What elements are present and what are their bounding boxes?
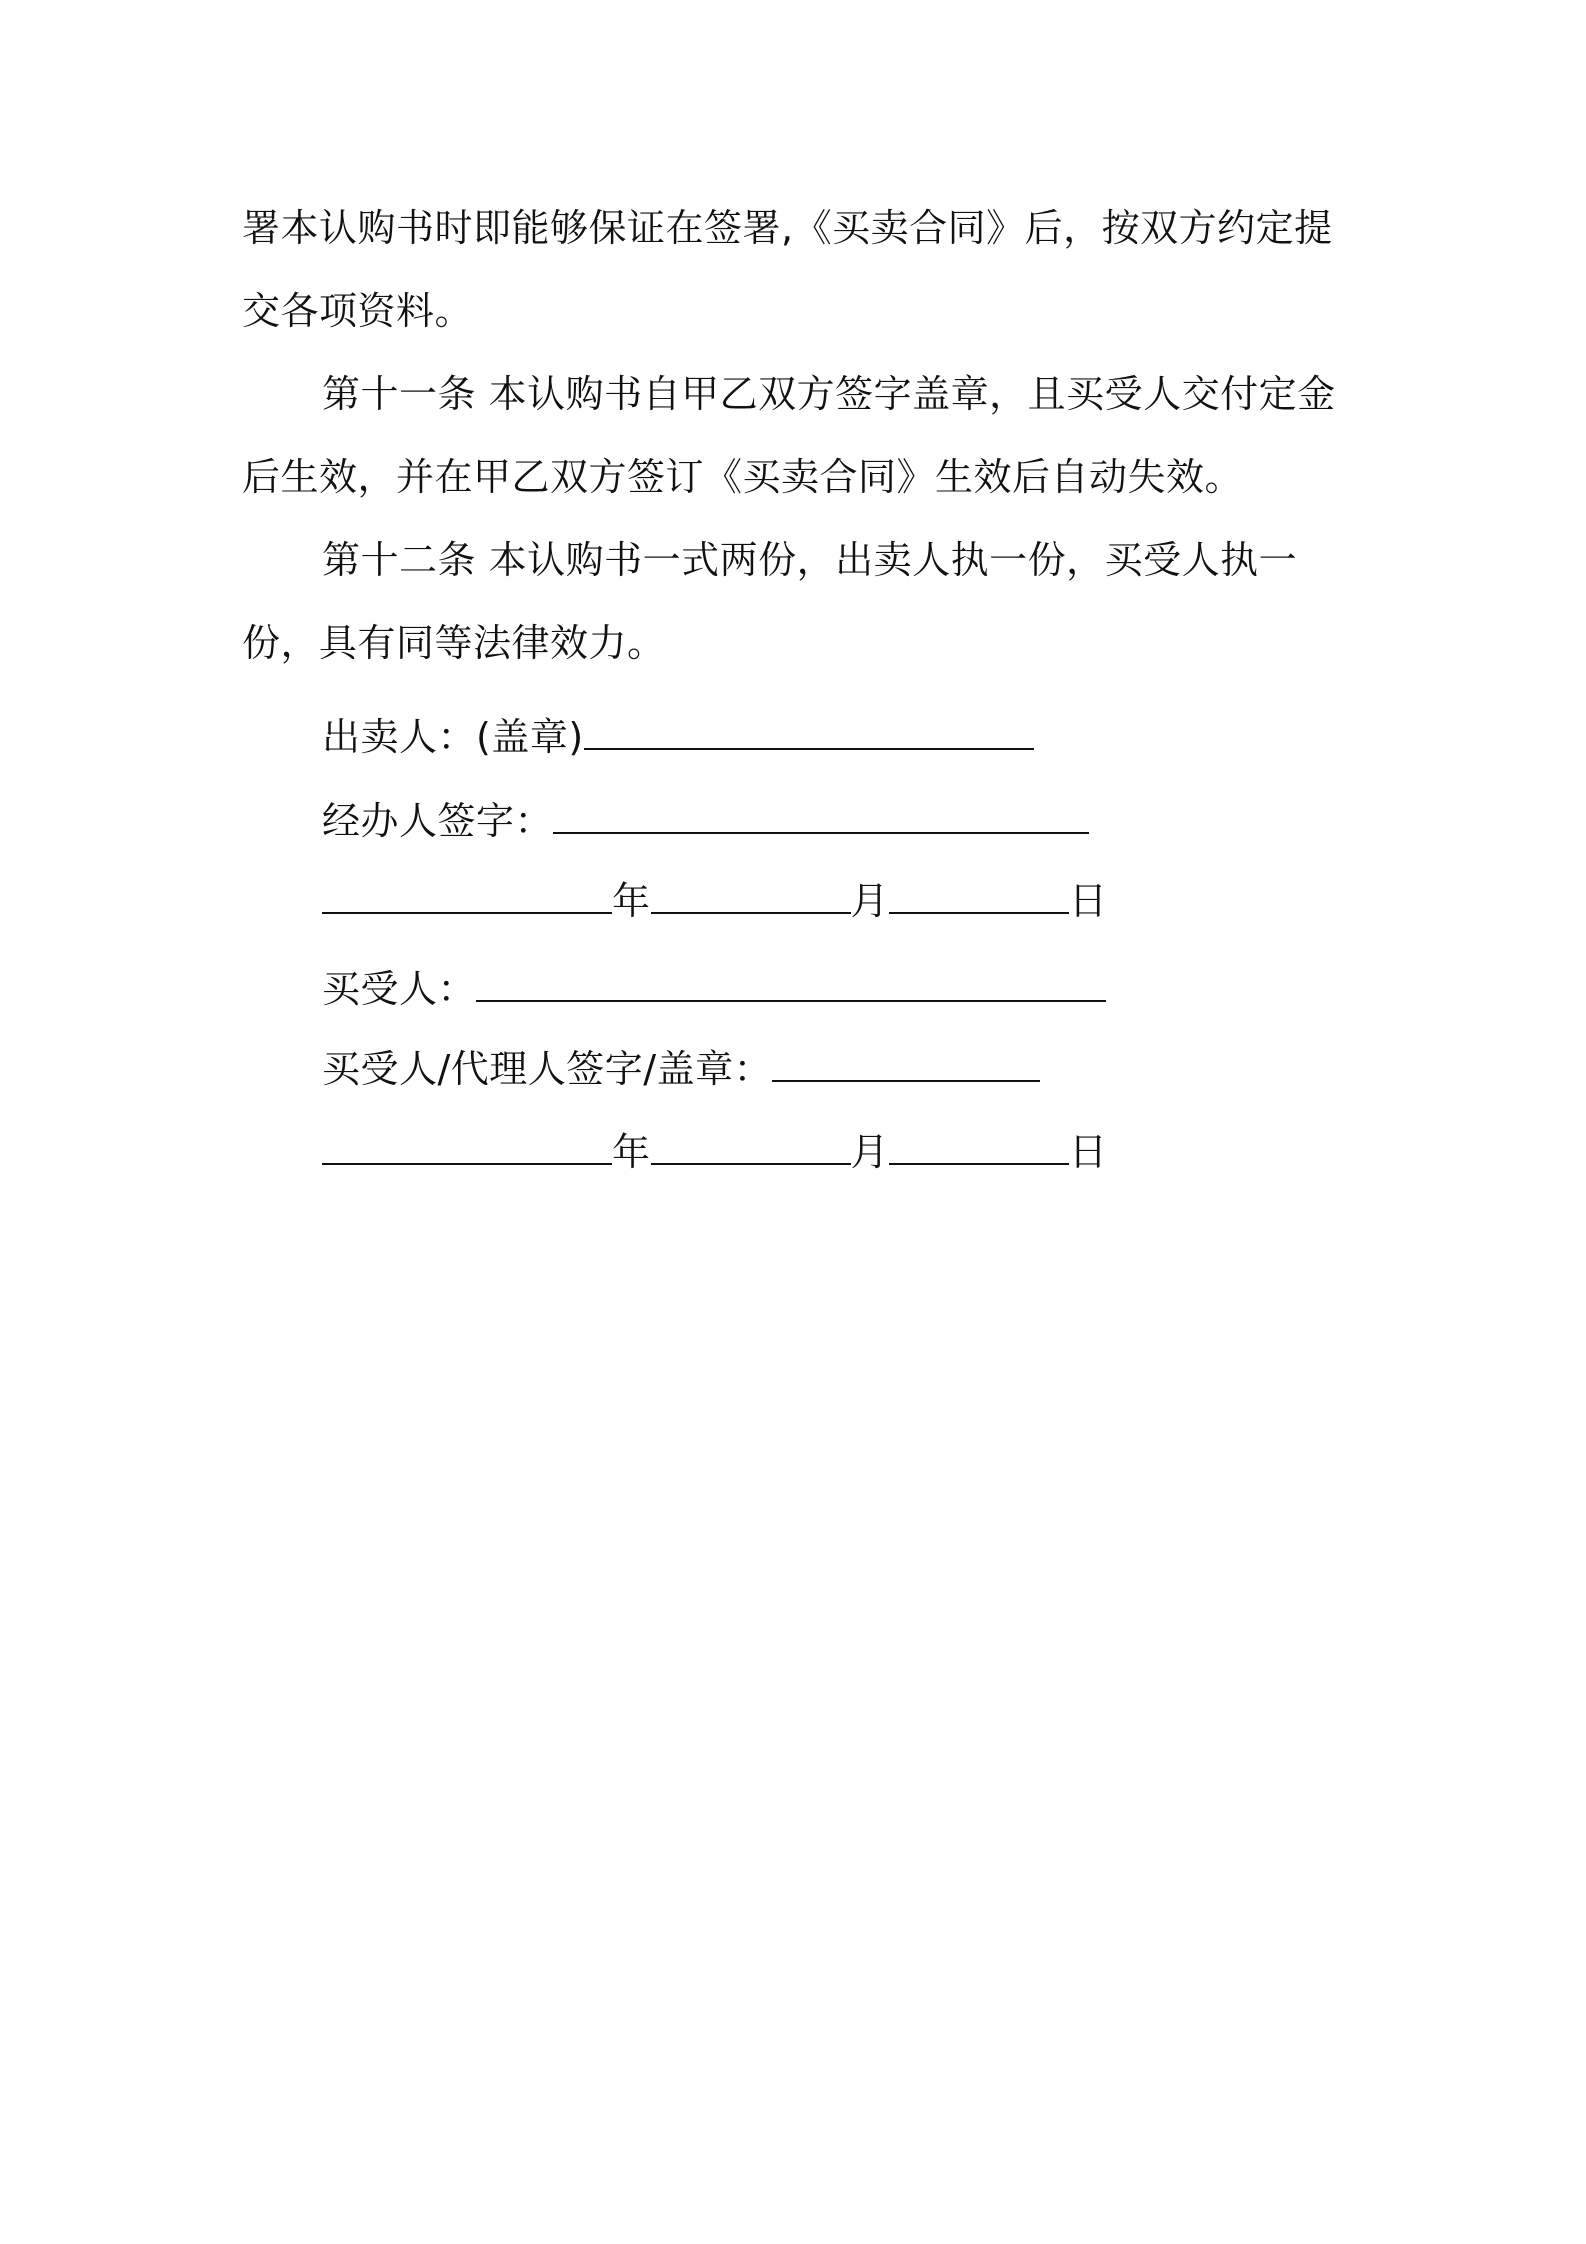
article-11 bbox=[242, 353, 1358, 519]
seller-month-blank[interactable] bbox=[651, 878, 851, 914]
buyer-month-blank[interactable] bbox=[651, 1129, 851, 1165]
buyer-month-label: 月 bbox=[850, 1130, 890, 1174]
buyer-year-label: 年 bbox=[612, 1130, 651, 1174]
seller-month-label: 月 bbox=[850, 879, 890, 923]
buyer-name-blank[interactable] bbox=[476, 966, 1106, 1002]
seller-agent-row bbox=[322, 796, 1089, 846]
seller-label: 出卖人：(盖章) bbox=[322, 715, 584, 759]
buyer-agent-row bbox=[322, 1044, 1040, 1094]
seller-date-row bbox=[322, 876, 1108, 926]
seller-year-blank[interactable] bbox=[322, 878, 612, 914]
buyer-year-blank[interactable] bbox=[322, 1129, 612, 1165]
seller-agent-signature-blank[interactable] bbox=[553, 798, 1089, 834]
article-11-text: 第十一条 本认购书自甲乙双方签字盖章，且买受人交付定金后生效，并在甲乙双方签订《买卖合同》生效后自动失效。 bbox=[242, 372, 1336, 499]
seller-row bbox=[322, 712, 1034, 762]
seller-agent-label: 经办人签字： bbox=[322, 799, 554, 843]
paragraph-continued-text: 署本认购书时即能够保证在签署,《买卖合同》后，按双方约定提交各项资料。 bbox=[242, 206, 1333, 333]
seller-seal-blank[interactable] bbox=[584, 714, 1034, 750]
seller-year-label: 年 bbox=[612, 879, 651, 923]
buyer-date-row bbox=[322, 1127, 1108, 1177]
buyer-agent-label: 买受人/代理人签字/盖章： bbox=[322, 1047, 773, 1091]
buyer-label: 买受人： bbox=[322, 967, 477, 1011]
article-12-text: 第十二条 本认购书一式两份，出卖人执一份，买受人执一份，具有同等法律效力。 bbox=[242, 538, 1298, 665]
seller-day-label: 日 bbox=[1069, 879, 1108, 923]
paragraph-continued bbox=[242, 187, 1358, 353]
buyer-day-blank[interactable] bbox=[889, 1129, 1069, 1165]
buyer-day-label: 日 bbox=[1069, 1130, 1108, 1174]
article-12 bbox=[242, 519, 1358, 685]
buyer-row bbox=[322, 964, 1106, 1014]
seller-day-blank[interactable] bbox=[889, 878, 1069, 914]
buyer-agent-signature-blank[interactable] bbox=[772, 1046, 1040, 1082]
